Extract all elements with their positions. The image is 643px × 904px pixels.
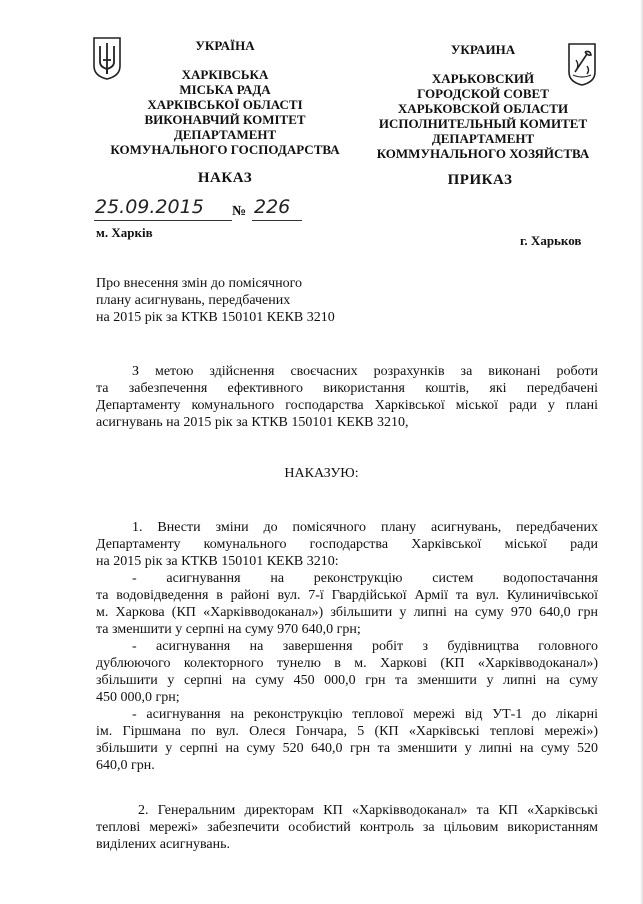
- header-right-org-line: ГОРОДСКОЙ СОВЕТ: [417, 86, 549, 101]
- item1-line: - асигнування на реконструкцію систем водопостачання: [132, 571, 598, 586]
- item1-line: на 2015 рік за КТКВ 150101 КЕКВ 3210:: [96, 554, 339, 569]
- item2-line: 2. Генеральним директорам КП «Харківводоканал» та КП «Харківські: [138, 803, 598, 818]
- order-word: НАКАЗУЮ:: [284, 466, 359, 481]
- city-left: м. Харків: [96, 225, 153, 240]
- doc-type-left: НАКАЗ: [197, 170, 253, 186]
- header-right: [368, 42, 598, 161]
- order-date-handwritten: 25.09.2015: [95, 196, 204, 218]
- header-left-org-line: ХАРКІВСЬКА: [181, 67, 269, 82]
- item2-line: виділених асигнувань.: [96, 837, 230, 852]
- item1-line: м. Харкова (КП «Харківводоканал») збільшити у липні на суму 970 640,0 грн: [96, 605, 598, 620]
- item2-line: теплові мережі» забезпечити особистий контроль за цільовим використанням: [96, 820, 598, 835]
- item1-line: 450 000,0 грн;: [96, 690, 180, 705]
- order-subject: [96, 275, 335, 326]
- header-left-org-line: МІСЬКА РАДА: [179, 82, 271, 97]
- header-left-org-line: ДЕПАРТАМЕНТ: [173, 127, 277, 142]
- header-right-org-line: ХАРЬКОВСКОЙ ОБЛАСТИ: [397, 101, 569, 116]
- header-right-org-line: ДЕПАРТАМЕНТ: [431, 131, 535, 146]
- header-right-country: УКРАИНА: [450, 42, 516, 57]
- header-right-org-line: КОММУНАЛЬНОГО ХОЗЯЙСТВА: [376, 146, 590, 161]
- header-right-org-line: ХАРЬКОВСКИЙ: [431, 71, 535, 86]
- item1-line: ім. Гіршмана по вул. Олеся Гончара, 5 (КП «Харківські теплові мережі»): [96, 724, 598, 739]
- item1-line: Департаменту комунального господарства Харківської міської ради: [96, 537, 598, 552]
- header-right-org-line: ИСПОЛНИТЕЛЬНЫЙ КОМИТЕТ: [378, 116, 588, 131]
- item1-line: - асигнування на реконструкцію теплової мережі від УТ-1 до лікарні: [132, 707, 598, 722]
- header-left: [110, 38, 340, 157]
- order-number-sign: №: [232, 204, 247, 219]
- header-left-org-line: ХАРКІВСЬКОЇ ОБЛАСТІ: [147, 97, 303, 112]
- subject-line: Про внесення змін до помісячного: [96, 276, 303, 291]
- preamble-line: З метою здійснення своєчасних розрахунків за виконані роботи: [132, 364, 598, 379]
- header-left-org-line: ВИКОНАВЧИЙ КОМІТЕТ: [144, 112, 306, 127]
- city-right: г. Харьков: [520, 233, 582, 248]
- subject-line: плану асигнувань, передбачених: [96, 293, 291, 308]
- order-number-handwritten: 226: [254, 196, 291, 218]
- header-left-country: УКРАЇНА: [195, 38, 255, 53]
- doc-type-right: ПРИКАЗ: [447, 172, 513, 188]
- order-item-2: [96, 802, 598, 853]
- preamble: [96, 363, 598, 431]
- preamble-line: асигнувань на 2015 рік за КТКВ 150101 КЕКВ 3210,: [96, 415, 409, 430]
- item1-line: та водовідведення в районі вул. 7-ї Гвардійської Армії та вул. Кулиничівської: [96, 588, 598, 603]
- order-item-1: [96, 519, 598, 774]
- preamble-line: та забезпечення ефективного використання коштів, які передбачені: [96, 381, 598, 396]
- item1-line: збільшити у серпні на суму 520 640,0 грн та зменшити у липні на суму 520: [96, 741, 598, 756]
- item1-line: 1. Внести зміни до помісячного плану асигнувань, передбачених: [132, 520, 598, 535]
- item1-line: 640,0 грн.: [96, 758, 155, 773]
- item1-line: та зменшити у серпні на суму 970 640,0 грн;: [96, 622, 361, 637]
- number-underline: [252, 220, 302, 221]
- item1-line: дублюючого колекторного тунелю в м. Харкові (КП «Харківводоканал»): [96, 656, 598, 671]
- item1-line: збільшити у серпні на суму 450 000,0 грн та зменшити у липні на суму: [96, 673, 598, 688]
- subject-line: на 2015 рік за КТКВ 150101 КЕКВ 3210: [96, 310, 335, 325]
- date-underline: [94, 220, 232, 221]
- item1-line: - асигнування на завершення робіт з будівництва головного: [132, 639, 598, 654]
- header-left-org-line: КОМУНАЛЬНОГО ГОСПОДАРСТВА: [110, 142, 340, 157]
- preamble-line: Департаменту комунального господарства Харківської міської ради у плані: [96, 398, 598, 413]
